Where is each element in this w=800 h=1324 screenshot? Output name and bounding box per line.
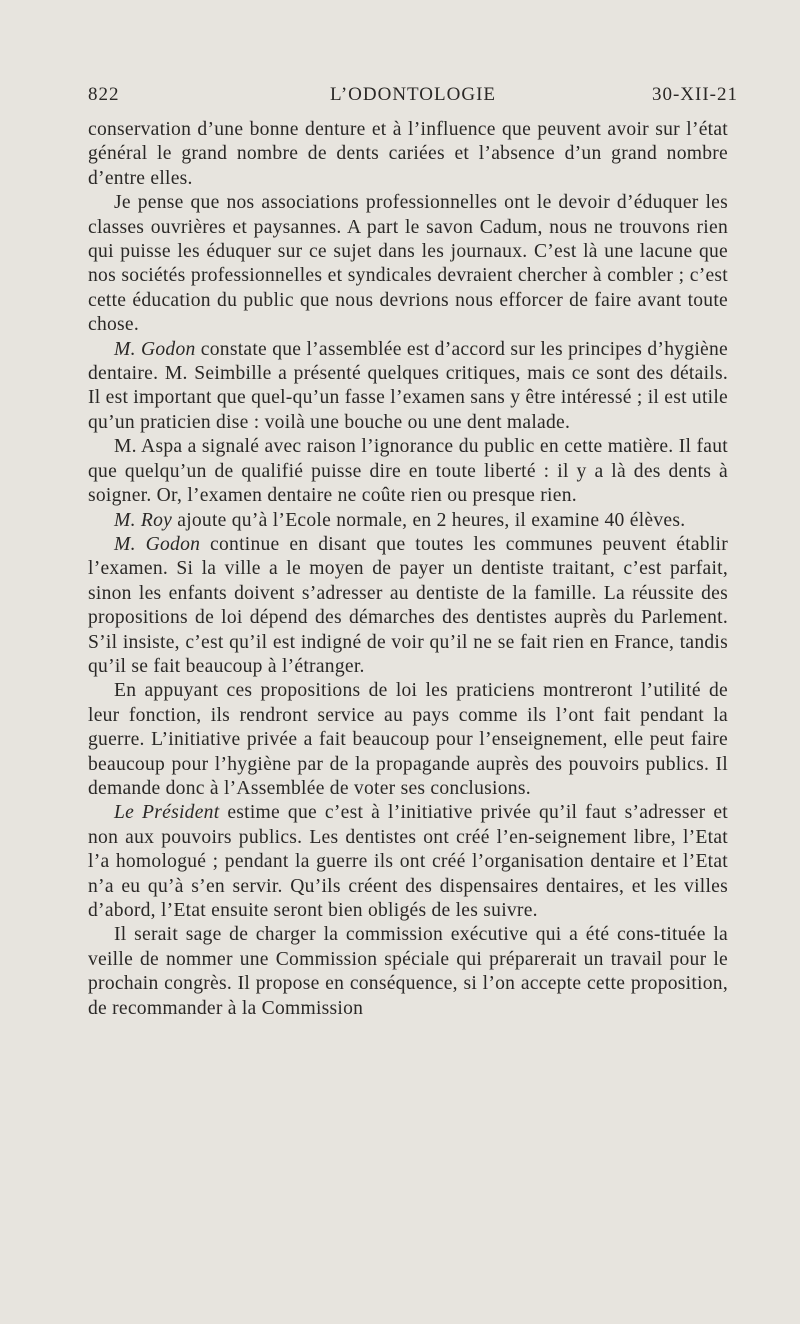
paragraph-text: constate que l’assemblée est d’accord sur les principes d’hygiène dentaire. M. Seimbille a présenté quelques critiques, mais ce sont des détails. Il est important que quel-qu’un fasse l’examen sans y être intéressé ; il est utile qu’un praticien dise : voilà une bouche ou une dent malade. [88,338,728,433]
paragraph-text: continue en disant que toutes les communes peuvent établir l’examen. Si la ville a le moyen de payer un dentiste traitant, c’est parfait, sinon les enfants doivent s’adresser au dentiste de la famille. La réussite des propositions de loi dépend des démarches des dentistes auprès du Parlement. S’il insiste, c’est qu’il est indigné de voir qu’il ne se fait rien en France, tandis qu’il se fait beaucoup à l’étranger. [88,533,728,677]
paragraph-text: conservation d’une bonne denture et à l’influence que peuvent avoir sur l’état général le grand nombre de dents cariées et l’absence d’un grand nombre d’entre elles. [88,119,728,189]
paragraph [88,801,728,923]
running-header [88,84,738,108]
paragraph-text: M. Aspa a signalé avec raison l’ignorance du public en cette matière. Il faut que quelqu’un de qualifié puisse dire en toute liberté : il y a là des dents à soigner. Or, l’examen dentaire ne coûte rien ou presque rien. [88,436,728,507]
paragraph [88,509,728,533]
paragraph-text: En appuyant ces propositions de loi les praticiens montreront l’utilité de leur fonction, ils rendront service au pays comme ils l’ont fait pendant la guerre. L’initiative privée a fait beaucoup pour l’enseignement, elle peut faire beaucoup pour l’hygiène par de la propagande auprès des pouvoirs publics. Il demande donc à l’Assemblée de voter ses conclusions. [88,680,728,799]
paragraph [88,338,728,436]
paragraph [88,923,728,1021]
paragraph-text: Il serait sage de charger la commission exécutive qui a été cons-tituée la veille de nommer une Commission spéciale qui préparerait un travail pour le prochain congrès. Il propose en conséquence, si l’on accepte cette proposition, de recommander à la Commission [88,924,728,1019]
body-text [88,118,728,1021]
paragraph [88,435,728,508]
paragraph [88,118,728,191]
speaker-name: M. Roy [114,509,173,531]
paragraph [88,191,728,337]
issue-date: 30-XII-21 [651,84,738,105]
paragraph-text: estime que c’est à l’initiative privée qu’il faut s’adresser et non aux pouvoirs publics. Les dentistes ont créé l’en-seignement libre, l’Etat l’a homologué ; pendant la guerre ils ont créé l’organisation dentaire et l’Etat n’a eu qu’à s’en servir. Qu’ils créent des dispensaires dentaires, et les villes d’abord, l’Etat ensuite seront bien obligés de les suivre. [88,802,728,921]
speaker-name: Le Président [114,802,220,824]
paragraph-text: ajoute qu’à l’Ecole normale, en 2 heures, il examine 40 élèves. [172,509,686,531]
speaker-name: M. Godon [114,338,196,360]
paragraph [88,533,728,679]
page-number: 822 [88,84,120,105]
paragraph-text: Je pense que nos associations professionnelles ont le devoir d’éduquer les classes ouvrières et paysannes. A part le savon Cadum, nous ne trouvons rien qui puisse les éduquer sur ce sujet dans les journaux. C’est là une lacune que nos sociétés professionnelles et syndicales devraient chercher à combler ; c’est cette éducation du public que nous devrions nous efforcer de faire avant toute chose. [88,192,728,336]
speaker-name: M. Godon [114,533,201,555]
journal-title: L’ODONTOLOGIE [329,84,497,105]
paragraph [88,679,728,801]
